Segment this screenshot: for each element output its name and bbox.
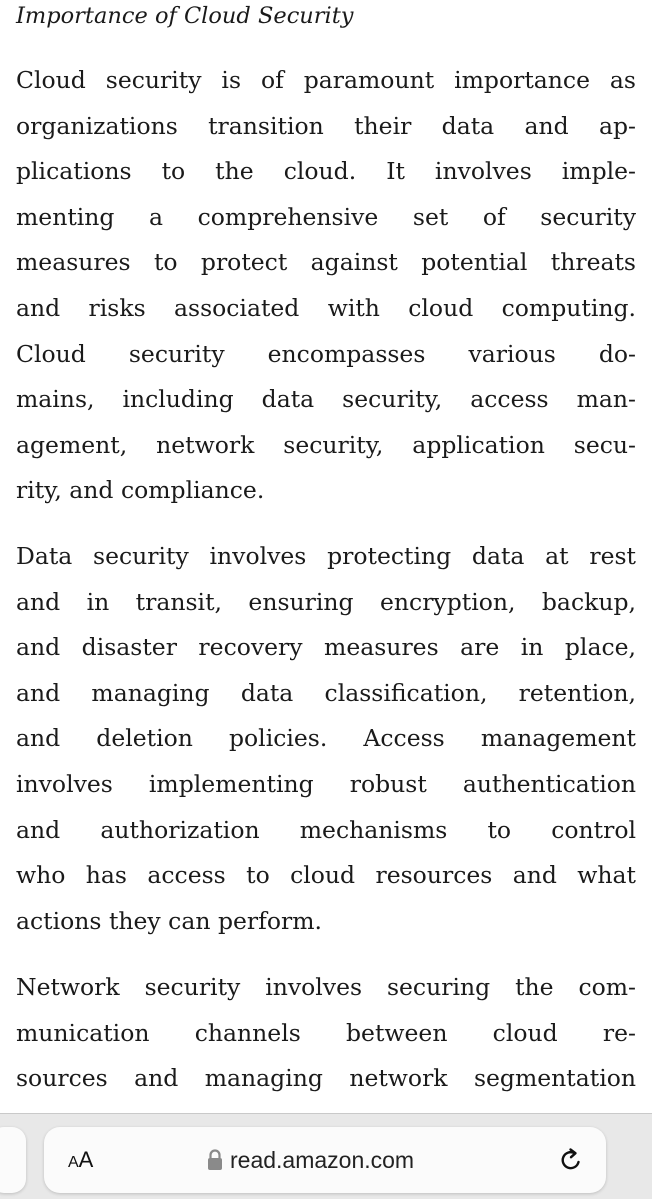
text-line: actions they can perform.: [16, 906, 322, 935]
text-line: Cloud security is of paramount importance as: [16, 66, 636, 94]
url-display[interactable]: [206, 1143, 414, 1177]
text-line: and risks associated with cloud computing.: [16, 293, 636, 322]
text-line: involves implementing robust authentication: [16, 769, 636, 798]
paragraph-2: [16, 534, 636, 944]
text-line: agement, network security, application secu-: [16, 430, 636, 459]
text-line: mains, including data security, access man-: [16, 385, 636, 414]
section-heading: Importance of Cloud Security: [16, 3, 354, 29]
previous-tab-bar[interactable]: [0, 1127, 26, 1193]
text-size-small-glyph: A: [68, 1154, 79, 1171]
address-bar[interactable]: [44, 1127, 606, 1193]
text-line: and in transit, ensuring encryption, backup,: [16, 587, 636, 616]
text-line: Network security involves securing the com-: [16, 973, 636, 1001]
text-line: who has access to cloud resources and what: [16, 861, 636, 890]
reload-icon[interactable]: [556, 1145, 586, 1175]
text-line: plications to the cloud. It involves imple-: [16, 157, 636, 186]
browser-bottom-toolbar: [0, 1113, 652, 1199]
text-size-button[interactable]: [68, 1143, 93, 1177]
text-line: munication channels between cloud re-: [16, 1018, 636, 1047]
paragraph-3: [16, 965, 636, 1102]
lock-icon: [206, 1148, 224, 1172]
text-line: menting a comprehensive set of security: [16, 202, 636, 231]
text-line: and authorization mechanisms to control: [16, 815, 636, 844]
text-line: organizations transition their data and ap-: [16, 111, 636, 140]
text-line: and disaster recovery measures are in place,: [16, 633, 636, 662]
text-line: measures to protect against potential threats: [16, 248, 636, 277]
text-line: Cloud security encompasses various do-: [16, 339, 636, 368]
text-line: and deletion policies. Access management: [16, 724, 636, 753]
text-size-large-glyph: A: [78, 1147, 94, 1172]
text-line: Data security involves protecting data at rest: [16, 542, 636, 570]
text-line: and managing data classification, retention,: [16, 678, 636, 707]
text-line: sources and managing network segmentation: [16, 1064, 636, 1093]
text-line: rity, and compliance.: [16, 476, 265, 505]
url-text: read.amazon.com: [230, 1146, 415, 1173]
paragraph-1: [16, 58, 636, 514]
